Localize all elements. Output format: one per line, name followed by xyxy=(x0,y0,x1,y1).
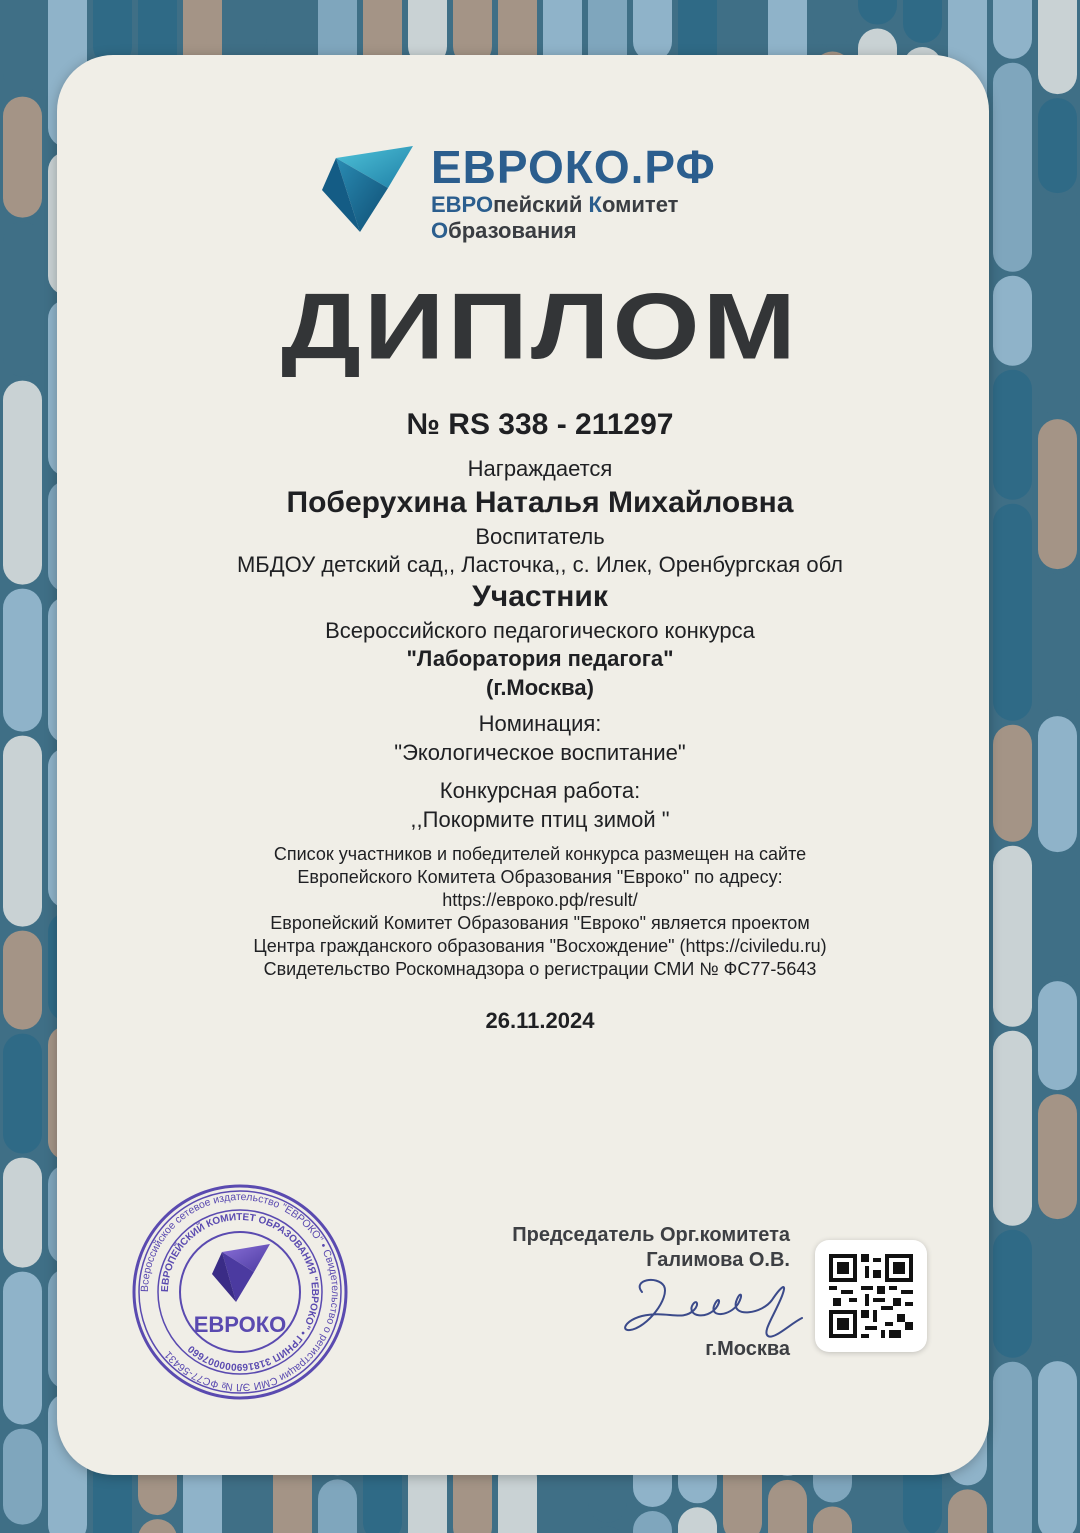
background-stripe xyxy=(993,0,1032,59)
info-line: Европейский Комитет Образования "Евроко" является проектом xyxy=(270,913,810,933)
background-stripe xyxy=(318,1479,357,1533)
info-line: Европейского Комитета Образования "Евроко" по адресу: xyxy=(297,867,783,887)
chairman-name: Галимова О.В. xyxy=(646,1249,790,1271)
background-stripe xyxy=(1038,1223,1077,1357)
chairman-signature xyxy=(612,1270,812,1345)
background-stripe xyxy=(993,725,1032,842)
background-stripe xyxy=(633,0,672,61)
background-stripe xyxy=(138,1519,177,1533)
qr-code-icon xyxy=(829,1254,913,1338)
contest-type: Всероссийского педагогического конкурса xyxy=(325,618,755,643)
chairman-role: Председатель Орг.комитета xyxy=(512,1224,790,1246)
background-stripe xyxy=(3,736,42,927)
issue-date: 26.11.2024 xyxy=(485,1008,595,1033)
background-stripe xyxy=(1038,981,1077,1090)
background-stripe xyxy=(3,381,42,585)
info-line: Список участников и победителей конкурса размещен на сайте xyxy=(273,844,807,864)
background-stripe xyxy=(1038,98,1077,193)
logo-title: ЕВРОКО.РФ xyxy=(431,141,716,193)
info-line: Свидетельство Роскомнадзора о регистрации СМИ № ФС77-5643 xyxy=(263,959,817,979)
diploma-number: № RS 338 - 211297 xyxy=(406,408,674,441)
seal-inner-text: ЕВРОПЕЙСКИЙ КОМИТЕТ ОБРАЗОВАНИЯ "ЕВРОКО" • ГРНИП 318169000007660 xyxy=(159,1211,321,1373)
background-stripe xyxy=(993,1031,1032,1226)
logo-subtitle-line-2: Образования xyxy=(431,218,577,243)
background-stripe xyxy=(858,0,897,25)
awarded-label: Награждается xyxy=(467,456,613,481)
seal-plane-icon xyxy=(212,1244,270,1302)
paper-plane-icon xyxy=(318,140,418,240)
background-stripe xyxy=(3,1529,42,1533)
nomination-label: Номинация: xyxy=(478,711,602,736)
background-stripe xyxy=(813,0,852,48)
recipient-name: Поберухина Наталья Михайловна xyxy=(286,486,794,519)
background-stripe xyxy=(948,1489,987,1533)
background-stripe xyxy=(633,1511,672,1533)
background-stripe xyxy=(1038,573,1077,712)
background-stripe xyxy=(903,0,942,43)
recipient-position: Воспитатель xyxy=(475,524,605,549)
background-stripe xyxy=(3,1158,42,1268)
background-stripe xyxy=(993,370,1032,500)
evroko-seal xyxy=(130,1182,350,1402)
work-label: Конкурсная работа: xyxy=(439,778,641,803)
background-stripe xyxy=(3,0,42,93)
background-stripe xyxy=(3,589,42,732)
evroko-logo xyxy=(318,140,738,243)
background-stripe xyxy=(3,97,42,218)
info-url: https://евроко.рф/result/ xyxy=(442,890,638,910)
background-stripe xyxy=(993,1230,1032,1358)
background-stripe xyxy=(3,1272,42,1425)
diploma-title: ДИПЛОМ xyxy=(281,273,799,379)
logo-subtitle-line-1: ЕВРОпейский Комитет xyxy=(431,192,679,217)
background-stripe xyxy=(588,1527,627,1533)
background-stripe xyxy=(768,1480,807,1533)
background-stripe xyxy=(3,931,42,1030)
contest-city: (г.Москва) xyxy=(486,675,594,700)
recipient-organization: МБДОУ детский сад,, Ласточка,, с. Илек, Оренбургская обл xyxy=(236,552,844,577)
chairman-city: г.Москва xyxy=(705,1338,790,1360)
award-status: Участник xyxy=(472,580,608,613)
nomination-value: "Экологическое воспитание" xyxy=(394,740,686,765)
background-stripe xyxy=(1038,0,1077,94)
info-line: Центра гражданского образования "Восхождение" (https://civiledu.ru) xyxy=(253,936,827,956)
background-stripe xyxy=(678,1507,717,1533)
seal-outer-text: Всероссийское сетевое издательство "ЕВРОКО" • Свидетельство о регистрации СМИ ЭЛ № ФС77-56431 xyxy=(138,1190,342,1394)
background-stripe xyxy=(993,504,1032,721)
background-stripe xyxy=(1038,856,1077,977)
background-stripe xyxy=(1038,1361,1077,1533)
background-stripe xyxy=(228,0,267,58)
background-stripe xyxy=(1038,1094,1077,1219)
background-stripe xyxy=(1038,716,1077,852)
work-title: ,,Покормите птиц зимой " xyxy=(410,807,670,832)
background-stripe xyxy=(993,846,1032,1027)
seal-center-text: ЕВРОКО xyxy=(193,1312,287,1337)
background-stripe xyxy=(3,1429,42,1525)
contest-name: "Лаборатория педагога" xyxy=(406,646,674,671)
background-stripe xyxy=(3,1034,42,1154)
background-stripe xyxy=(1038,419,1077,569)
qr-code[interactable] xyxy=(815,1240,927,1352)
background-stripe xyxy=(993,63,1032,272)
background-stripe xyxy=(993,1362,1032,1533)
background-stripe xyxy=(813,1507,852,1533)
